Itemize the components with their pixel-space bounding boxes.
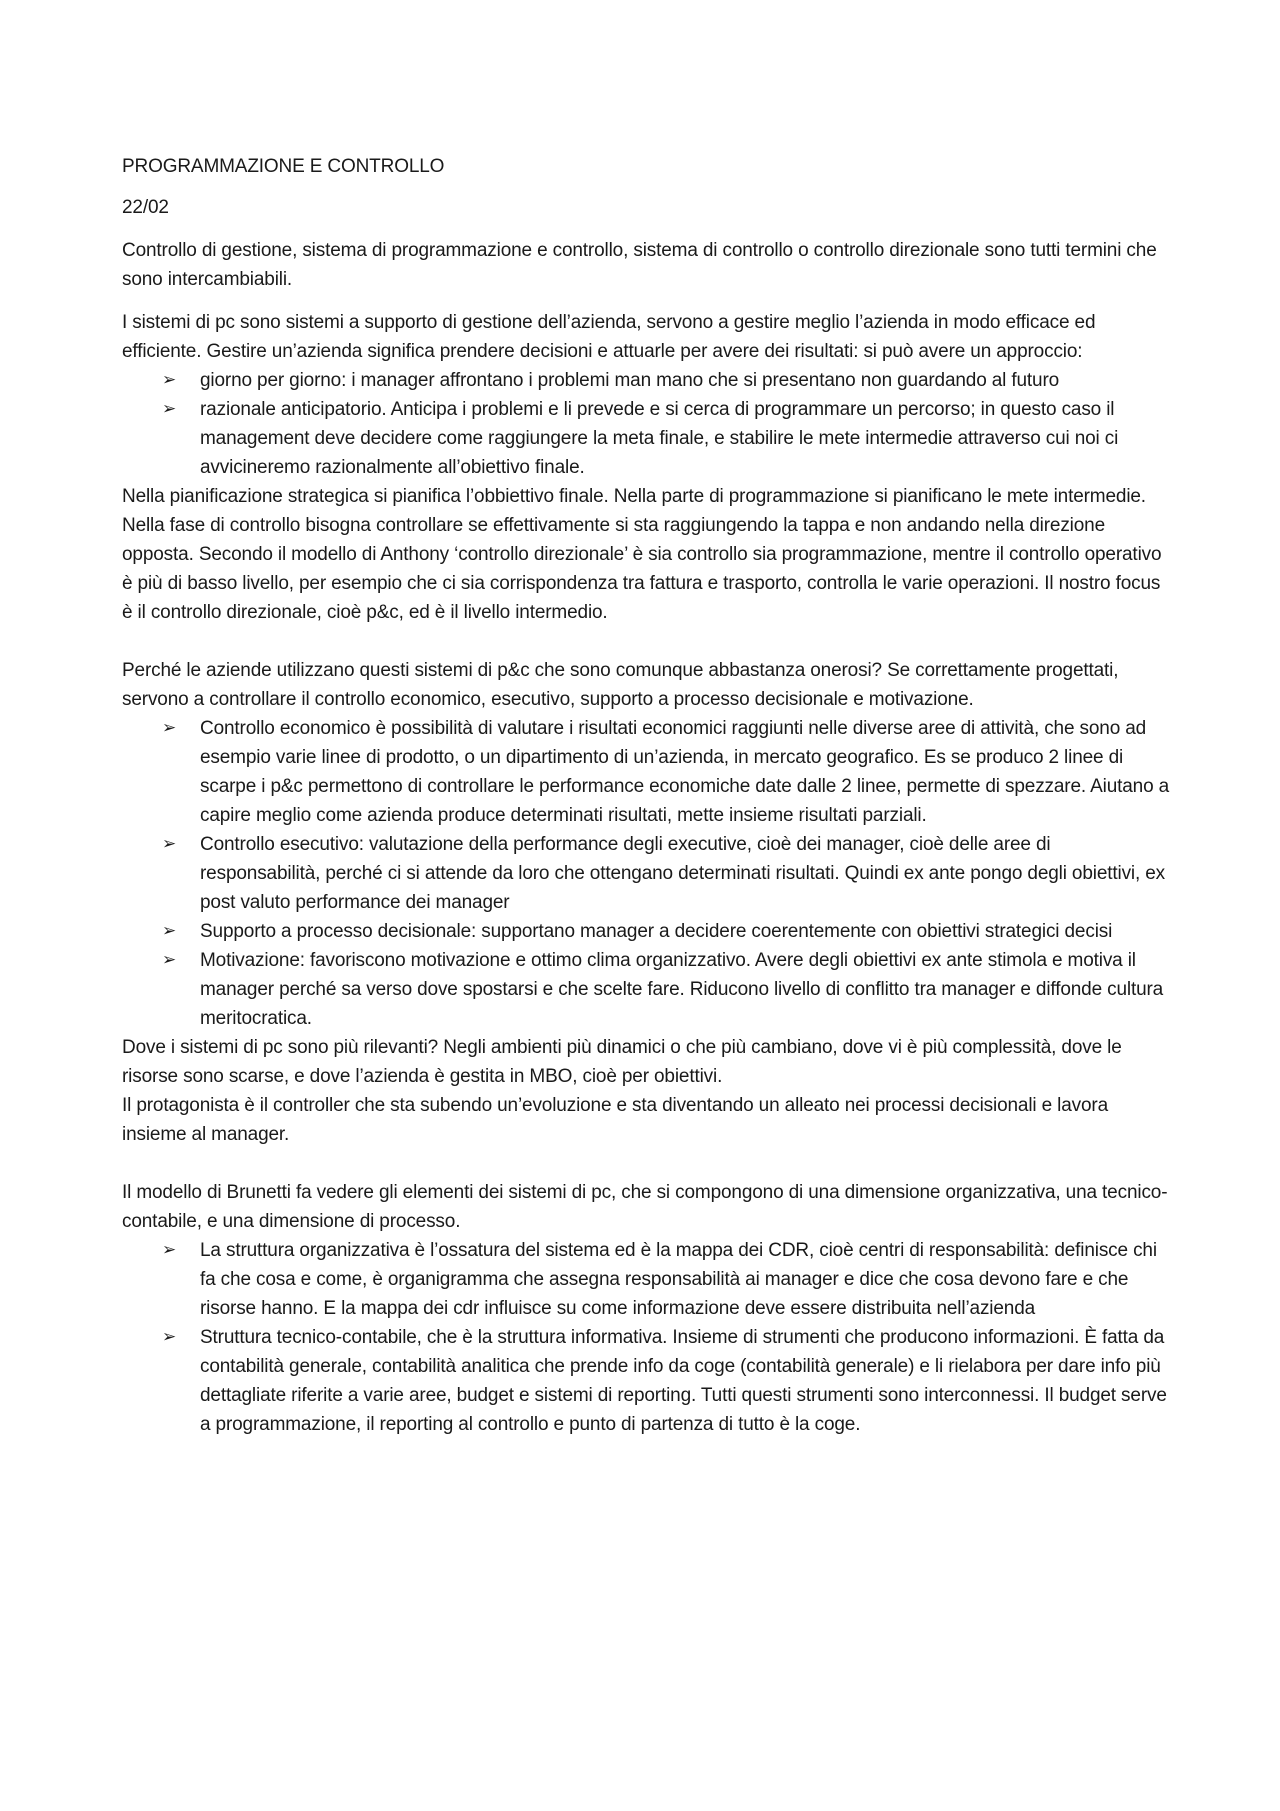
list-item-text: Supporto a processo decisionale: supportano manager a decidere coerentemente con obiettivi strategici decisi — [200, 921, 1113, 942]
paragraph-brunetti: Il modello di Brunetti fa vedere gli elementi dei sistemi di pc, che si compongono di una dimensione organizzativa, una tecnico-contabile, e una dimensione di processo. — [122, 1182, 1168, 1232]
list-item — [122, 830, 1172, 917]
arrow-bullet-icon: ➢ — [162, 921, 177, 941]
list-item-text: Controllo economico è possibilità di valutare i risultati economici raggiunti nelle diverse aree di attività, che sono ad esempio varie linee di prodotto, o un dipartimento di un’azienda, in mercato geografico. Es se produco 2 linee di scarpe i p&c permettono di controllare le performance economiche date dalle 2 linee, permette di spezzare. Aiutano a capire meglio come azienda produce determinati risultati, mette insieme risultati parziali. — [200, 718, 1170, 826]
list-item-text: Struttura tecnico-contabile, che è la struttura informativa. Insieme di strumenti che producono informazioni. È fatta da contabilità generale, contabilità analitica che prende info da coge (contabilità generale) e li rielabora per dare info più dettagliate riferite a varie aree, budget e sistemi di reporting. Tutti questi strumenti sono interconnessi. Il budget serve a programmazione, il reporting al controllo e punto di partenza di tutto è la coge. — [200, 1327, 1167, 1435]
arrow-bullet-icon: ➢ — [162, 370, 177, 390]
arrow-bullet-icon: ➢ — [162, 834, 177, 854]
list-item — [122, 1236, 1172, 1323]
arrow-bullet-icon: ➢ — [162, 950, 177, 970]
paragraph-relevance: Dove i sistemi di pc sono più rilevanti? Negli ambienti più dinamici o che più cambiano, dove vi è più complessità, dove le risorse sono scarse, e dove l’azienda è gestita in MBO, cioè per obiettivi. — [122, 1037, 1122, 1087]
paragraph-pc-systems: I sistemi di pc sono sistemi a supporto di gestione dell’azienda, servono a gestire meglio l’azienda in modo efficace ed efficiente. Gestire un’azienda significa prendere decisioni e attuarle per avere dei risultati: si può avere un approccio: — [122, 312, 1096, 362]
arrow-bullet-icon: ➢ — [162, 1240, 177, 1260]
structure-list — [122, 1236, 1172, 1439]
list-item-text: La struttura organizzativa è l’ossatura del sistema ed è la mappa dei CDR, cioè centri di responsabilità: definisce chi fa che cosa e come, è organigramma che assegna responsabilità ai manager e dice che cosa devono fare e che risorse hanno. E la mappa dei cdr influisce su come informazione deve essere distribuita nell’azienda — [200, 1240, 1157, 1319]
arrow-bullet-icon: ➢ — [162, 718, 177, 738]
paragraph-planning: Nella pianificazione strategica si pianifica l’obbiettivo finale. Nella parte di programmazione si pianificano le mete intermedie. Nella fase di controllo bisogna controllare se effettivamente si sta raggiungendo la tappa e non andando nella direzione opposta. Secondo il modello di Anthony ‘controllo direzionale’ è sia controllo sia programmazione, mentre il controllo operativo è più di basso livello, per esempio che ci sia corrispondenza tra fattura e trasporto, controlla le varie operazioni. Il nostro focus è il controllo direzionale, cioè p&c, ed è il livello intermedio. — [122, 486, 1162, 623]
paragraph-why-pc: Perché le aziende utilizzano questi sistemi di p&c che sono comunque abbastanza onerosi? Se correttamente progettati, servono a controllare il controllo economico, esecutivo, supporto a processo decisionale e motivazione. — [122, 660, 1119, 710]
list-item — [122, 1323, 1172, 1439]
list-item-text: giorno per giorno: i manager affrontano i problemi man mano che si presentano non guardando al futuro — [200, 370, 1060, 391]
list-item — [122, 917, 1172, 946]
list-item — [122, 714, 1172, 830]
list-item-text: razionale anticipatorio. Anticipa i problemi e li prevede e si cerca di programmare un percorso; in questo caso il management deve decidere come raggiungere la meta finale, e stabilire le mete intermedie attraverso cui noi ci avvicineremo razionalmente all’obiettivo finale. — [200, 399, 1119, 478]
list-item — [122, 366, 1172, 395]
approach-list — [122, 366, 1172, 482]
list-item-text: Motivazione: favoriscono motivazione e ottimo clima organizzativo. Avere degli obiettivi ex ante stimola e motiva il manager perché sa verso dove spostarsi e che scelte fare. Riducono livello di conflitto tra manager e diffonde cultura meritocratica. — [200, 950, 1164, 1029]
control-list — [122, 714, 1172, 1033]
paragraph-controller: Il protagonista è il controller che sta subendo un’evoluzione e sta diventando un alleato nei processi decisionali e lavora insieme al manager. — [122, 1095, 1109, 1145]
list-item — [122, 946, 1172, 1033]
document-title: PROGRAMMAZIONE E CONTROLLO — [122, 156, 445, 177]
document-date: 22/02 — [122, 197, 169, 218]
document-page — [122, 152, 1172, 1439]
list-item-text: Controllo esecutivo: valutazione della performance degli executive, cioè dei manager, cioè delle aree di responsabilità, perché ci si attende da loro che ottengano determinati risultati. Quindi ex ante pongo degli obiettivi, ex post valuto performance dei manager — [200, 834, 1166, 913]
arrow-bullet-icon: ➢ — [162, 1327, 177, 1347]
paragraph-intro: Controllo di gestione, sistema di programmazione e controllo, sistema di controllo o controllo direzionale sono tutti termini che sono intercambiabili. — [122, 240, 1157, 290]
arrow-bullet-icon: ➢ — [162, 399, 177, 419]
list-item — [122, 395, 1172, 482]
